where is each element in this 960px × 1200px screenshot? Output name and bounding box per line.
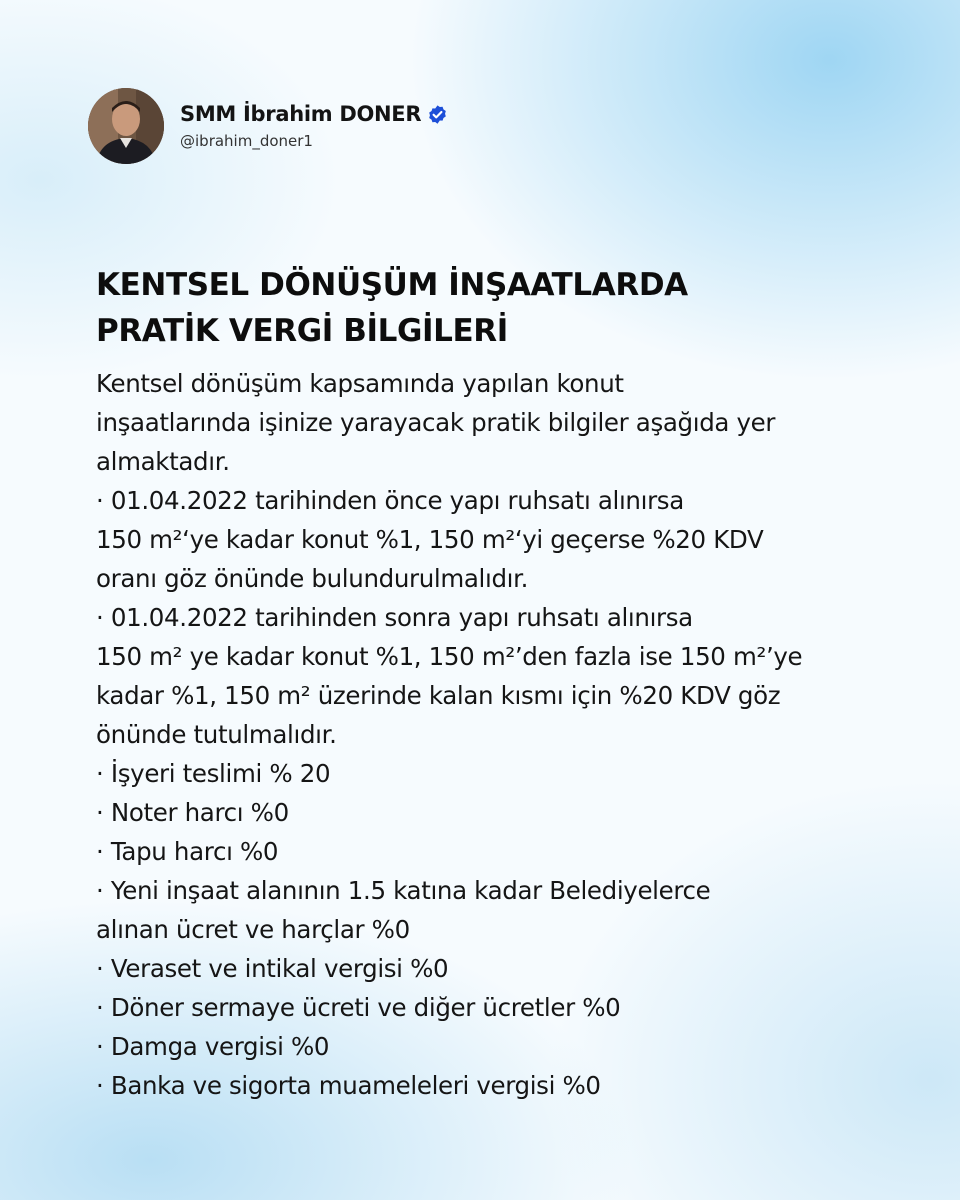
bullet-line: · Banka ve sigorta muameleleri vergisi %0 [96, 1071, 601, 1100]
bullet-line: · Tapu harcı %0 [96, 837, 279, 866]
bullet-line: · Yeni inşaat alanının 1.5 katına kadar Belediyelerce [96, 876, 711, 905]
title-line: PRATİK VERGİ BİLGİLERİ [96, 313, 508, 349]
bullet-line: · 01.04.2022 tarihinden önce yapı ruhsatı alınırsa [96, 486, 684, 515]
bullet-line: · Damga vergisi %0 [96, 1032, 330, 1061]
avatar-photo [88, 88, 164, 164]
bullet-line: · Veraset ve intikal vergisi %0 [96, 954, 449, 983]
post-body [96, 364, 896, 1105]
profile-name[interactable]: SMM İbrahim DONER [180, 102, 422, 126]
profile-handle[interactable]: @ibrahim_doner1 [180, 132, 313, 150]
bullet-line: · İşyeri teslimi % 20 [96, 759, 331, 788]
avatar[interactable] [88, 88, 164, 164]
bullet-line: 150 m²‘ye kadar konut %1, 150 m²‘yi geçerse %20 KDV [96, 525, 764, 554]
bullet-line: kadar %1, 150 m² üzerinde kalan kısmı için %20 KDV göz [96, 681, 781, 710]
bullet-line: oranı göz önünde bulundurulmalıdır. [96, 564, 529, 593]
bullet-line: · Döner sermaye ücreti ve diğer ücretler %0 [96, 993, 621, 1022]
bullet-line: alınan ücret ve harçlar %0 [96, 915, 410, 944]
bullet-line: önünde tutulmalıdır. [96, 720, 337, 749]
title-line: KENTSEL DÖNÜŞÜM İNŞAATLARDA [96, 267, 688, 303]
profile-header [88, 88, 448, 164]
bullet-line: · Noter harcı %0 [96, 798, 289, 827]
bullet-line: · 01.04.2022 tarihinden sonra yapı ruhsatı alınırsa [96, 603, 693, 632]
bullet-line: 150 m² ye kadar konut %1, 150 m²’den fazla ise 150 m²’ye [96, 642, 803, 671]
intro-line: inşaatlarında işinize yarayacak pratik bilgiler aşağıda yer [96, 408, 776, 437]
verified-badge-icon [427, 104, 448, 125]
intro-line: Kentsel dönüşüm kapsamında yapılan konut [96, 369, 624, 398]
intro-line: almaktadır. [96, 447, 230, 476]
post-title [96, 262, 876, 354]
